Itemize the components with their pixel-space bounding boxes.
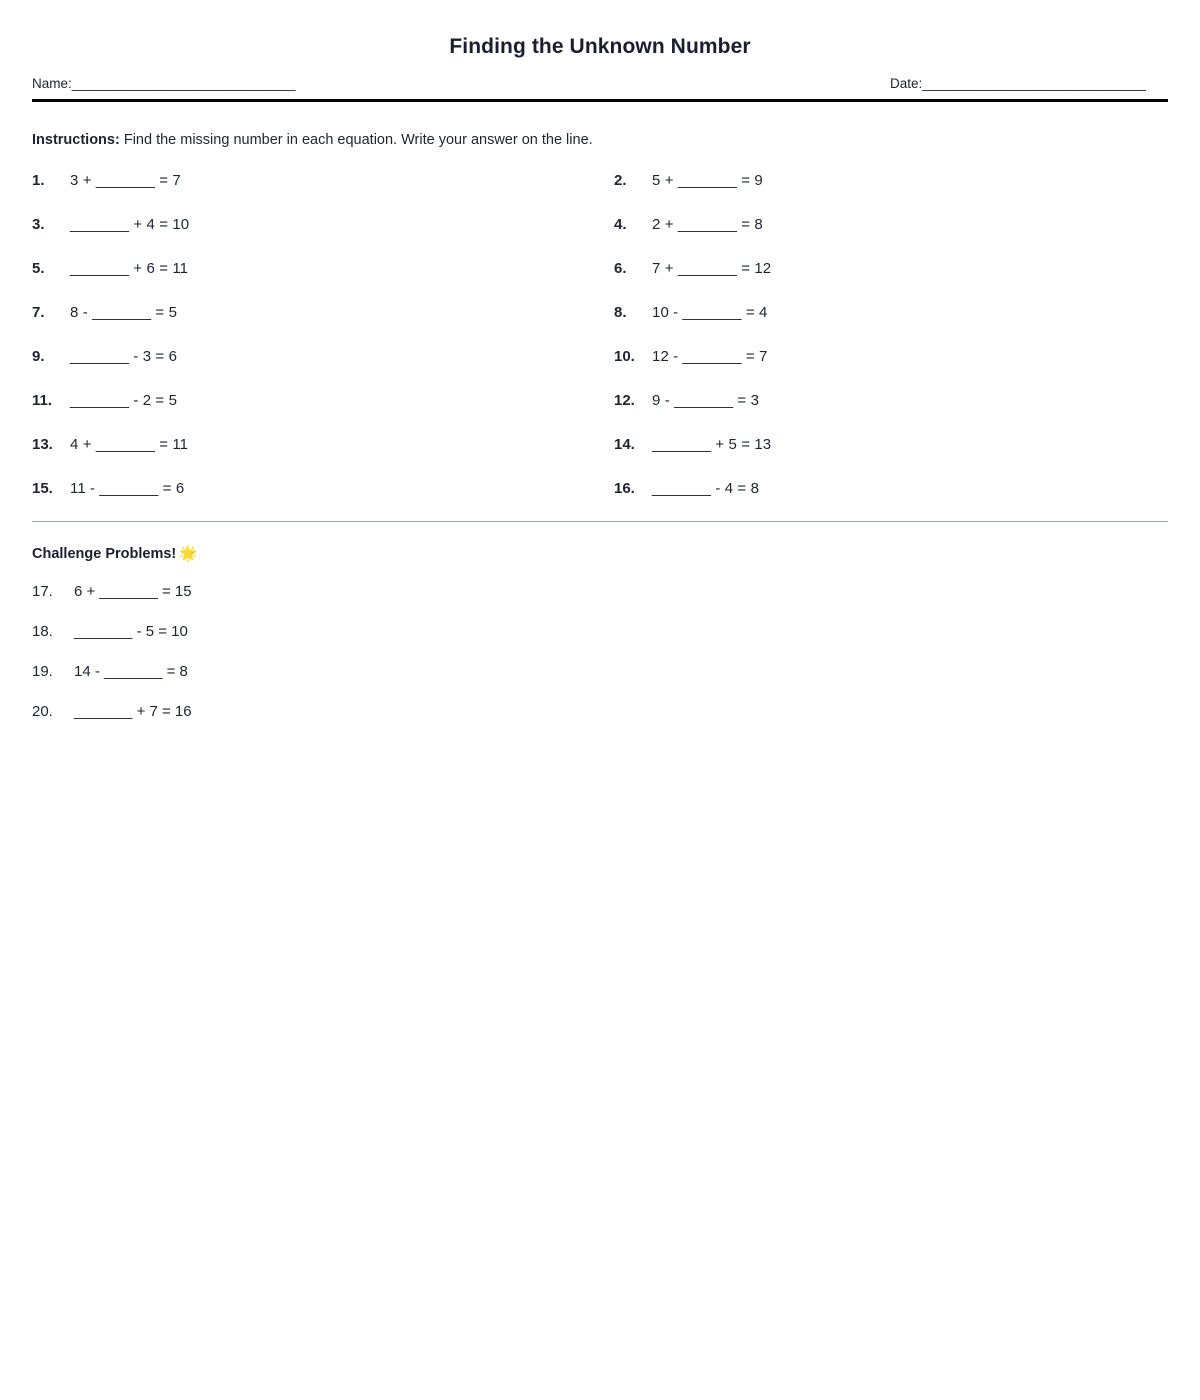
name-label: Name: [32, 76, 72, 91]
challenge-heading-label: Challenge Problems! [32, 546, 177, 562]
instructions [32, 132, 593, 148]
problem-number: 5. [32, 260, 45, 277]
problem-equation[interactable]: 4 + _______ = 11 [70, 436, 189, 453]
instructions-text: Find the missing number in each equation. Write your answer on the line. [119, 132, 593, 148]
problem-equation[interactable]: _______ - 2 = 5 [70, 392, 178, 409]
problem-equation[interactable]: 5 + _______ = 9 [652, 172, 763, 189]
problem-equation[interactable]: _______ - 3 = 6 [70, 348, 178, 365]
problem-number: 3. [32, 216, 45, 233]
page-title: Finding the Unknown Number [449, 35, 751, 58]
problem-equation[interactable]: _______ + 4 = 10 [70, 216, 190, 233]
problem-equation[interactable]: _______ - 4 = 8 [652, 480, 760, 497]
problem-number: 12. [614, 392, 635, 409]
problem-equation[interactable]: _______ + 6 = 11 [70, 260, 189, 277]
name-field[interactable] [32, 76, 295, 91]
star-icon: 🌟 [179, 546, 198, 562]
problem-equation[interactable]: 12 - _______ = 7 [652, 348, 768, 365]
challenge-number: 19. [32, 663, 53, 680]
problem-number: 14. [614, 436, 635, 453]
section-divider [32, 521, 1168, 522]
date-label: Date: [890, 76, 923, 91]
problem-number: 13. [32, 436, 53, 453]
date-field[interactable] [890, 76, 1146, 91]
date-blank-line[interactable]: _______________________________ [922, 76, 1146, 91]
problem-number: 16. [614, 480, 635, 497]
challenge-equation[interactable]: _______ - 5 = 10 [74, 623, 188, 640]
problem-number: 4. [614, 216, 627, 233]
challenge-equation[interactable]: 6 + _______ = 15 [74, 583, 192, 600]
problem-number: 8. [614, 304, 627, 321]
problem-number: 11. [32, 392, 53, 409]
challenge-equation[interactable]: _______ + 7 = 16 [74, 703, 192, 720]
problem-equation[interactable]: 9 - _______ = 3 [652, 392, 760, 409]
problem-number: 6. [614, 260, 627, 277]
problem-equation[interactable]: 8 - _______ = 5 [70, 304, 178, 321]
instructions-label: Instructions: [32, 132, 120, 148]
problem-equation[interactable]: 7 + _______ = 12 [652, 260, 772, 277]
problem-number: 7. [32, 304, 45, 321]
challenge-number: 20. [32, 703, 53, 720]
problem-equation[interactable]: _______ + 5 = 13 [652, 436, 772, 453]
name-date-row [32, 76, 1168, 98]
problem-equation[interactable]: 3 + _______ = 7 [70, 172, 181, 189]
header-rule [32, 99, 1168, 102]
challenge-equation[interactable]: 14 - _______ = 8 [74, 663, 188, 680]
problem-number: 10. [614, 348, 635, 365]
problem-number: 2. [614, 172, 627, 189]
problem-equation[interactable]: 10 - _______ = 4 [652, 304, 768, 321]
challenge-number: 18. [32, 623, 53, 640]
problem-equation[interactable]: 2 + _______ = 8 [652, 216, 763, 233]
problem-number: 15. [32, 480, 53, 497]
challenge-heading [32, 545, 197, 562]
problem-number: 1. [32, 172, 45, 189]
problem-number: 9. [32, 348, 45, 365]
name-blank-line[interactable]: _______________________________ [71, 76, 296, 91]
challenge-number: 17. [32, 583, 53, 600]
problem-equation[interactable]: 11 - _______ = 6 [70, 480, 185, 497]
